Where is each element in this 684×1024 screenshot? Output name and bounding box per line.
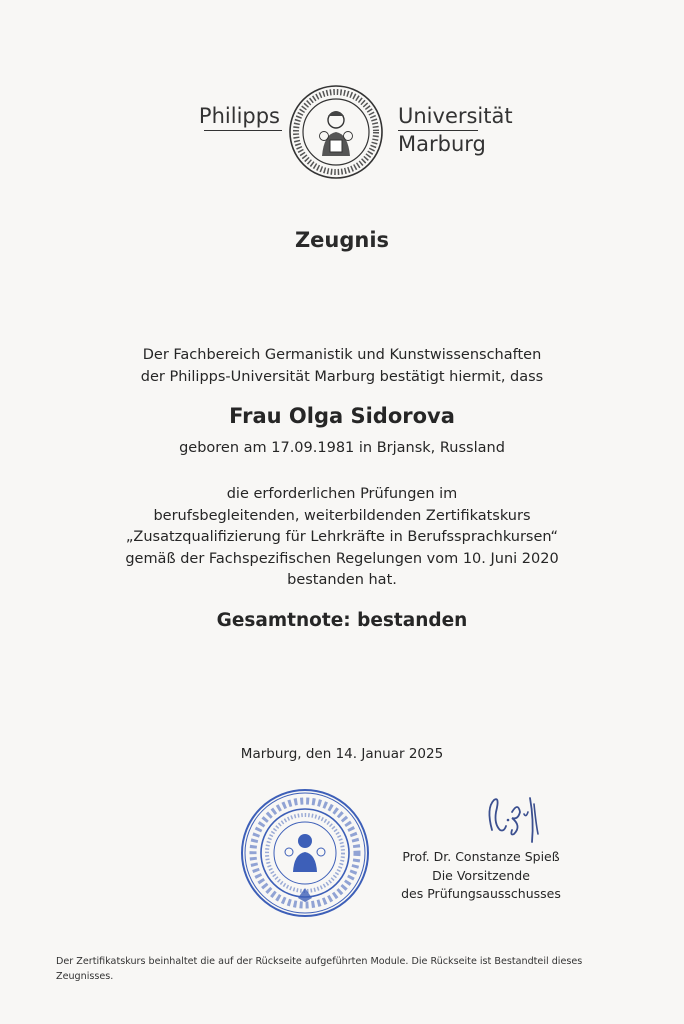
body-line: berufsbegleitenden, weiterbildenden Zertifikatskurs: [153, 507, 531, 524]
body-line: „Zusatzqualifizierung für Lehrkräfte in Berufssprachkursen“: [125, 529, 559, 545]
document-title: Zeugnis: [294, 228, 390, 252]
university-seal-icon: [286, 82, 386, 182]
footnote: [56, 954, 616, 984]
signatory-block: [396, 848, 566, 904]
intro-line: Der Fachbereich Germanistik und Kunstwissenschaften: [142, 347, 542, 363]
university-logo: [0, 78, 684, 178]
intro-text: [0, 344, 684, 388]
intro-line: der Philipps-Universität Marburg bestätigt hiermit, dass: [140, 369, 544, 385]
body-line: die erforderlichen Prüfungen im: [226, 486, 458, 502]
logo-right-word-1: Universität: [398, 104, 513, 128]
body-text: [0, 484, 684, 592]
signatory-name: Prof. Dr. Constanze Spieß: [402, 849, 560, 864]
official-stamp-icon: [238, 786, 372, 920]
signatory-role: Die Vorsitzende: [432, 867, 530, 883]
footnote-line: Zeugnisses.: [56, 971, 114, 982]
recipient-name: Frau Olga Sidorova: [229, 404, 455, 428]
place-date: Marburg, den 14. Januar 2025: [240, 746, 444, 762]
body-line: bestanden hat.: [287, 572, 397, 588]
handwritten-signature-icon: [478, 790, 558, 850]
logo-left-word: Philipps: [198, 104, 280, 128]
final-grade: Gesamtnote: bestanden: [216, 610, 468, 631]
footnote-line: Der Zertifikatskurs beinhaltet die auf der Rückseite aufgeführten Module. Die Rückseite ist Bestandteil dieses: [56, 956, 583, 967]
logo-rule-left: [204, 130, 282, 131]
logo-right-word-2: Marburg: [398, 132, 486, 156]
body-line: gemäß der Fachspezifischen Regelungen vom 10. Juni 2020: [125, 550, 559, 567]
signatory-role: des Prüfungsausschusses: [401, 886, 561, 901]
birth-line: geboren am 17.09.1981 in Brjansk, Russland: [179, 440, 505, 456]
logo-rule-right: [398, 130, 478, 131]
